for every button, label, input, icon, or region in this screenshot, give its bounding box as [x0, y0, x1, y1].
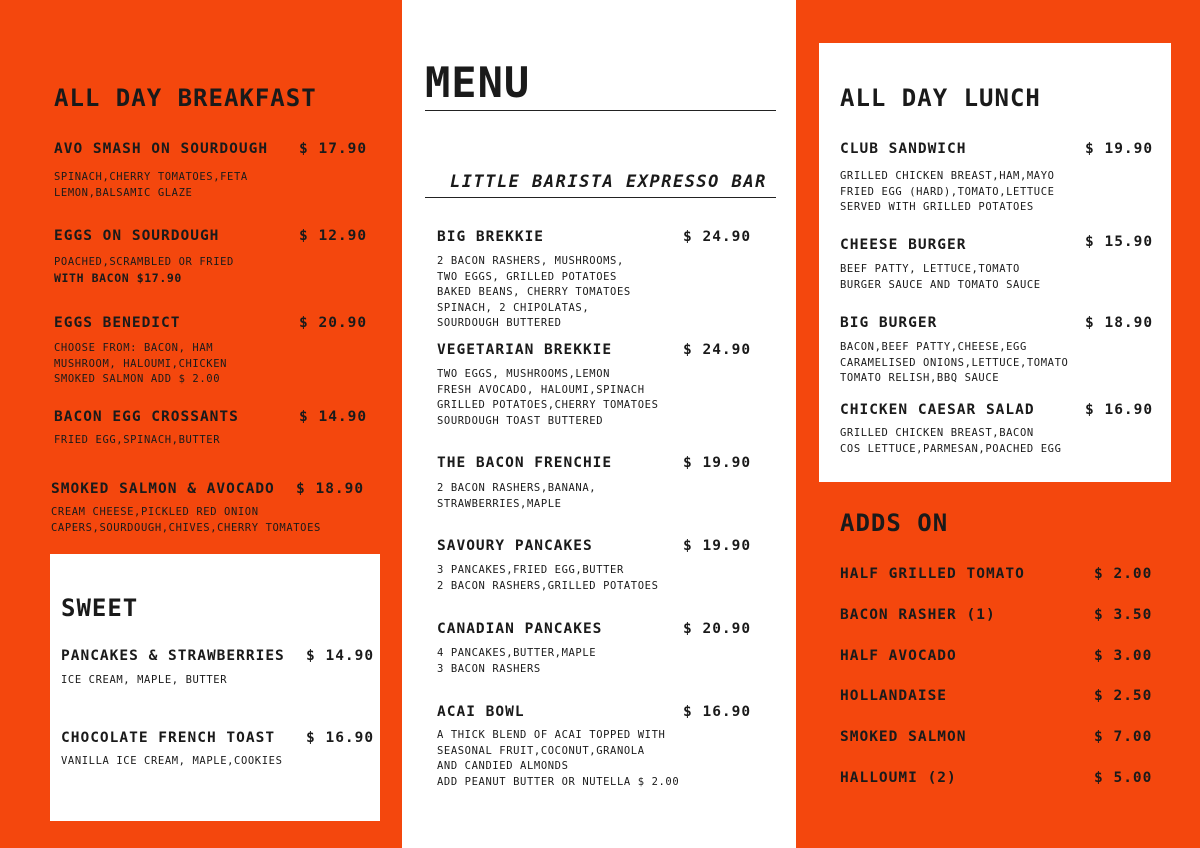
adds-title: ADDS ON — [840, 509, 949, 537]
menu-item-price: $ 12.90 — [299, 228, 368, 244]
menu-item-price: $ 15.90 — [1085, 234, 1154, 250]
menu-item-desc: 4 PANCAKES,BUTTER,MAPLE 3 BACON RASHERS — [437, 647, 597, 675]
menu-item-price: $ 20.90 — [299, 315, 368, 331]
sweet-box — [50, 554, 380, 821]
menu-item-price: $ 24.90 — [683, 342, 752, 358]
menu-item-desc: CREAM CHEESE,PICKLED RED ONION CAPERS,SOURDOUGH,CHIVES,CHERRY TOMATOES — [51, 506, 321, 534]
menu-item-price: $ 18.90 — [296, 481, 365, 497]
menu-item-name: SAVOURY PANCAKES — [437, 538, 593, 554]
menu-item-name: CHICKEN CAESAR SALAD — [840, 402, 1035, 418]
page-title: MENU — [425, 58, 531, 107]
cafe-subtitle: LITTLE BARISTA EXPRESSO BAR — [450, 172, 767, 192]
menu-item-name: CLUB SANDWICH — [840, 141, 967, 157]
menu-item-price: $ 14.90 — [306, 648, 375, 664]
menu-item-desc: GRILLED CHICKEN BREAST,BACON COS LETTUCE,PARMESAN,POACHED EGG — [840, 427, 1062, 455]
menu-item-name: BACON EGG CROSSANTS — [54, 409, 239, 425]
menu-item-desc: BEEF PATTY, LETTUCE,TOMATO BURGER SAUCE AND TOMATO SAUCE — [840, 263, 1041, 291]
menu-item-name: VEGETARIAN BREKKIE — [437, 342, 613, 358]
menu-item-price: $ 16.90 — [683, 704, 752, 720]
menu-item-price: $ 17.90 — [299, 141, 368, 157]
addon-name: SMOKED SALMON — [840, 729, 967, 745]
menu-panel — [402, 0, 796, 848]
lunch-panel — [796, 0, 1200, 848]
menu-item-price: $ 19.90 — [1085, 141, 1154, 157]
lunch-box — [819, 43, 1171, 482]
menu-item-desc: 2 BACON RASHERS,BANANA, STRAWBERRIES,MAPLE — [437, 482, 597, 510]
addon-name: HALF AVOCADO — [840, 648, 957, 664]
menu-item-name: ACAI BOWL — [437, 704, 525, 720]
menu-item-name: CHEESE BURGER — [840, 237, 967, 253]
addon-name: BACON RASHER (1) — [840, 607, 996, 623]
addon-price: $ 3.50 — [1094, 607, 1153, 623]
menu-item-desc: 2 BACON RASHERS, MUSHROOMS, TWO EGGS, GRILLED POTATOES BAKED BEANS, CHERRY TOMATOES SPINACH, 2 CHIPOLATAS, SOURDOUGH BUTTERED — [437, 255, 631, 329]
menu-item-name: AVO SMASH ON SOURDOUGH — [54, 141, 269, 157]
menu-item-name: PANCAKES & STRAWBERRIES — [61, 648, 285, 664]
menu-item-name: BIG BREKKIE — [437, 229, 545, 245]
menu-item-desc: 3 PANCAKES,FRIED EGG,BUTTER 2 BACON RASHERS,GRILLED POTATOES — [437, 564, 659, 592]
addon-name: HOLLANDAISE — [840, 688, 948, 704]
menu-item-extra: WITH BACON $17.90 — [54, 271, 182, 285]
menu-item-desc: A THICK BLEND OF ACAI TOPPED WITH SEASONAL FRUIT,COCONUT,GRANOLA AND CANDIED ALMONDS ADD PEANUT BUTTER OR NUTELLA $ 2.00 — [437, 729, 680, 788]
menu-item-desc: FRIED EGG,SPINACH,BUTTER — [54, 434, 221, 446]
menu-item-name: BIG BURGER — [840, 315, 938, 331]
menu-item-price: $ 19.90 — [683, 455, 752, 471]
menu-item-name: SMOKED SALMON & AVOCADO — [51, 481, 275, 497]
breakfast-title: ALL DAY BREAKFAST — [54, 84, 317, 112]
menu-item-desc: ICE CREAM, MAPLE, BUTTER — [61, 674, 228, 686]
menu-item-price: $ 14.90 — [299, 409, 368, 425]
addon-name: HALLOUMI (2) — [840, 770, 957, 786]
menu-item-desc: TWO EGGS, MUSHROOMS,LEMON FRESH AVOCADO, HALOUMI,SPINACH GRILLED POTATOES,CHERRY TOMATOES SOURDOUGH TOAST BUTTERED — [437, 368, 659, 427]
addon-price: $ 5.00 — [1094, 770, 1153, 786]
menu-item-desc: POACHED,SCRAMBLED OR FRIED — [54, 256, 234, 268]
menu-item-name: CANADIAN PANCAKES — [437, 621, 603, 637]
title-divider — [425, 110, 776, 111]
menu-item-price: $ 20.90 — [683, 621, 752, 637]
menu-item-price: $ 16.90 — [306, 730, 375, 746]
menu-item-desc: CHOOSE FROM: BACON, HAM MUSHROOM, HALOUMI,CHICKEN SMOKED SALMON ADD $ 2.00 — [54, 342, 228, 385]
menu-item-price: $ 18.90 — [1085, 315, 1154, 331]
menu-item-price: $ 19.90 — [683, 538, 752, 554]
addon-price: $ 2.50 — [1094, 688, 1153, 704]
addon-price: $ 3.00 — [1094, 648, 1153, 664]
addon-name: HALF GRILLED TOMATO — [840, 566, 1025, 582]
subtitle-divider — [425, 197, 776, 198]
menu-item-price: $ 24.90 — [683, 229, 752, 245]
menu-item-desc: VANILLA ICE CREAM, MAPLE,COOKIES — [61, 755, 283, 767]
addon-price: $ 7.00 — [1094, 729, 1153, 745]
menu-item-name: THE BACON FRENCHIE — [437, 455, 613, 471]
menu-item-name: EGGS BENEDICT — [54, 315, 181, 331]
menu-item-desc: GRILLED CHICKEN BREAST,HAM,MAYO FRIED EGG (HARD),TOMATO,LETTUCE SERVED WITH GRILLED POTATOES — [840, 170, 1055, 213]
menu-item-desc: SPINACH,CHERRY TOMATOES,FETA LEMON,BALSAMIC GLAZE — [54, 171, 248, 199]
sweet-title: SWEET — [61, 594, 139, 622]
menu-item-price: $ 16.90 — [1085, 402, 1154, 418]
menu-item-name: CHOCOLATE FRENCH TOAST — [61, 730, 276, 746]
addon-price: $ 2.00 — [1094, 566, 1153, 582]
menu-item-name: EGGS ON SOURDOUGH — [54, 228, 220, 244]
lunch-title: ALL DAY LUNCH — [840, 84, 1041, 112]
breakfast-panel — [0, 0, 402, 848]
menu-item-desc: BACON,BEEF PATTY,CHEESE,EGG CARAMELISED ONIONS,LETTUCE,TOMATO TOMATO RELISH,BBQ SAUCE — [840, 341, 1069, 384]
